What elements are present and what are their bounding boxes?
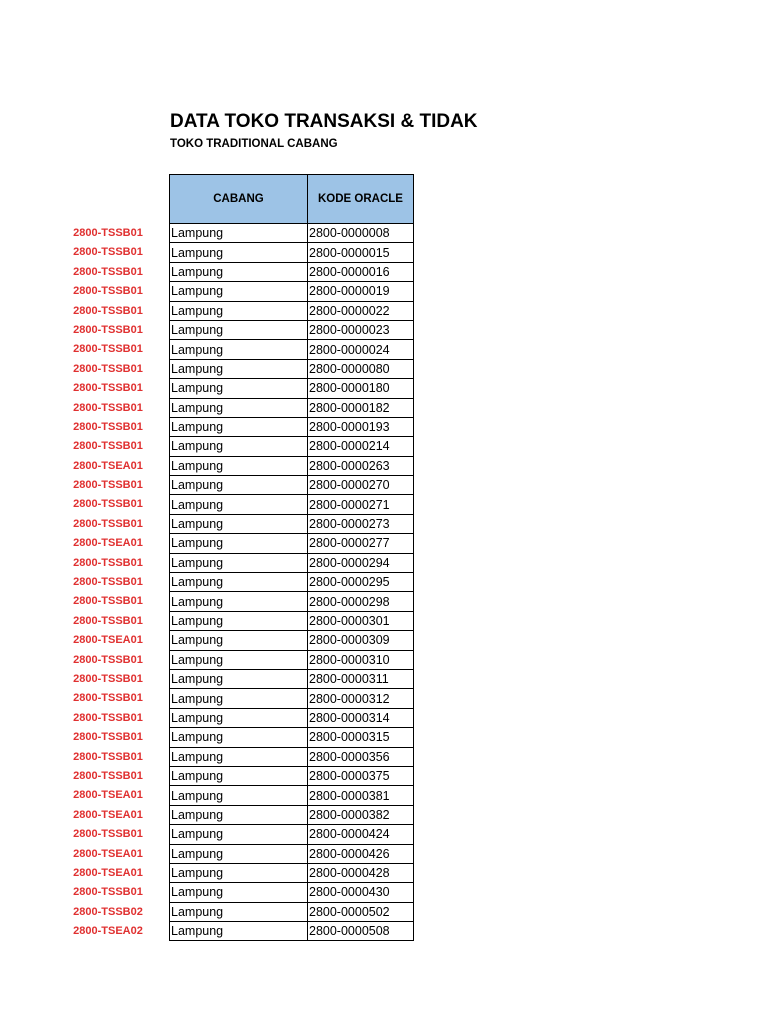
cell-cabang[interactable]: Lampung [170, 320, 308, 339]
sales-code: 2800-TSSB01 [73, 440, 143, 453]
sales-code: 2800-TSSB01 [73, 343, 143, 356]
sales-code: 2800-TSSB01 [73, 265, 143, 278]
cell-cabang[interactable]: Lampung [170, 650, 308, 669]
sheet-subtitle: TOKO TRADITIONAL CABANG [170, 138, 338, 150]
table-row [170, 825, 414, 844]
cell-kode-oracle[interactable]: 2800-0000080 [308, 359, 414, 378]
cell-kode-oracle[interactable]: 2800-0000182 [308, 398, 414, 417]
cell-kode-oracle[interactable]: 2800-0000019 [308, 282, 414, 301]
cell-kode-oracle[interactable]: 2800-0000294 [308, 553, 414, 572]
table-row [170, 514, 414, 533]
sales-code: 2800-TSEA02 [73, 925, 143, 938]
sales-code: 2800-TSSB01 [73, 886, 143, 899]
cell-kode-oracle[interactable]: 2800-0000310 [308, 650, 414, 669]
cell-kode-oracle[interactable]: 2800-0000430 [308, 883, 414, 902]
cell-cabang[interactable]: Lampung [170, 398, 308, 417]
sales-code: 2800-TSSB01 [73, 362, 143, 375]
sales-code: 2800-TSSB01 [73, 227, 143, 239]
cell-cabang[interactable]: Lampung [170, 262, 308, 281]
table-row [170, 262, 414, 281]
table-row [170, 573, 414, 592]
sales-code: 2800-TSSB01 [73, 576, 143, 589]
cell-kode-oracle[interactable]: 2800-0000508 [308, 922, 414, 941]
cell-cabang[interactable]: Lampung [170, 786, 308, 805]
cell-cabang[interactable]: Lampung [170, 514, 308, 533]
header-row [170, 175, 414, 224]
store-table [169, 174, 414, 941]
cell-kode-oracle[interactable]: 2800-0000277 [308, 534, 414, 553]
table-row [170, 243, 414, 262]
cell-kode-oracle[interactable]: 2800-0000180 [308, 379, 414, 398]
cell-kode-oracle[interactable]: 2800-0000502 [308, 902, 414, 921]
cell-kode-oracle[interactable]: 2800-0000381 [308, 786, 414, 805]
cell-cabang[interactable]: Lampung [170, 689, 308, 708]
sales-code: 2800-TSSB01 [73, 401, 143, 414]
cell-cabang[interactable]: Lampung [170, 534, 308, 553]
sales-code: 2800-TSSB01 [73, 498, 143, 511]
cell-cabang[interactable]: Lampung [170, 553, 308, 572]
table-row [170, 863, 414, 882]
table-row [170, 728, 414, 747]
sales-code: 2800-TSSB01 [73, 595, 143, 608]
sales-code: 2800-TSSB01 [73, 323, 143, 336]
table-row [170, 437, 414, 456]
cell-cabang[interactable]: Lampung [170, 301, 308, 320]
cell-cabang[interactable]: Lampung [170, 805, 308, 824]
cell-cabang[interactable]: Lampung [170, 825, 308, 844]
cell-cabang[interactable]: Lampung [170, 243, 308, 262]
cell-cabang[interactable]: Lampung [170, 883, 308, 902]
cell-kode-oracle[interactable]: 2800-0000298 [308, 592, 414, 611]
table-row [170, 456, 414, 475]
table-row [170, 669, 414, 688]
sales-code: 2800-TSSB01 [73, 769, 143, 782]
sales-code: 2800-TSEA01 [73, 537, 143, 550]
sales-code: 2800-TSSB01 [73, 711, 143, 724]
cell-cabang[interactable]: Lampung [170, 379, 308, 398]
table-row [170, 883, 414, 902]
table-row [170, 359, 414, 378]
cell-kode-oracle[interactable]: 2800-0000270 [308, 476, 414, 495]
sales-code: 2800-TSSB01 [73, 828, 143, 841]
cell-kode-oracle[interactable]: 2800-0000301 [308, 611, 414, 630]
table-row [170, 766, 414, 785]
cell-cabang[interactable]: Lampung [170, 922, 308, 941]
table-row [170, 340, 414, 359]
table-row [170, 398, 414, 417]
sales-code: 2800-TSSB01 [73, 614, 143, 627]
cell-kode-oracle[interactable]: 2800-0000008 [308, 224, 414, 243]
table-row [170, 689, 414, 708]
column-header-cabang[interactable]: CABANG [170, 175, 308, 224]
cell-kode-oracle[interactable]: 2800-0000311 [308, 669, 414, 688]
cell-kode-oracle[interactable]: 2800-0000263 [308, 456, 414, 475]
table-row [170, 592, 414, 611]
table-row [170, 553, 414, 572]
table-row [170, 747, 414, 766]
sales-code: 2800-TSSB01 [73, 304, 143, 317]
cell-kode-oracle[interactable]: 2800-0000375 [308, 766, 414, 785]
cell-cabang[interactable]: Lampung [170, 340, 308, 359]
cell-kode-oracle[interactable]: 2800-0000312 [308, 689, 414, 708]
table-row [170, 922, 414, 941]
table-row [170, 611, 414, 630]
cell-cabang[interactable]: Lampung [170, 592, 308, 611]
cell-cabang[interactable]: Lampung [170, 224, 308, 243]
table-row [170, 534, 414, 553]
sales-code: 2800-TSEA01 [73, 789, 143, 802]
sales-code: 2800-TSSB01 [73, 731, 143, 744]
sales-code: 2800-TSSB01 [73, 382, 143, 395]
cell-cabang[interactable]: Lampung [170, 631, 308, 650]
table-row [170, 417, 414, 436]
cell-cabang[interactable]: Lampung [170, 766, 308, 785]
column-header-kode-oracle[interactable]: KODE ORACLE [308, 175, 414, 224]
cell-cabang[interactable]: Lampung [170, 844, 308, 863]
sales-code: 2800-TSSB01 [73, 672, 143, 685]
cell-cabang[interactable]: Lampung [170, 863, 308, 882]
table-row [170, 495, 414, 514]
sales-code: 2800-TSSB01 [73, 750, 143, 763]
sheet-title: DATA TOKO TRANSAKSI & TIDAK [170, 111, 478, 132]
sales-code: 2800-TSEA01 [73, 866, 143, 879]
cell-cabang[interactable]: Lampung [170, 747, 308, 766]
cell-kode-oracle[interactable]: 2800-0000428 [308, 863, 414, 882]
table-row [170, 282, 414, 301]
table-row [170, 786, 414, 805]
sales-code: 2800-TSSB01 [73, 420, 143, 433]
cell-cabang[interactable]: Lampung [170, 728, 308, 747]
table-row [170, 476, 414, 495]
cell-cabang[interactable]: Lampung [170, 437, 308, 456]
table-row [170, 902, 414, 921]
table-row [170, 805, 414, 824]
cell-cabang[interactable]: Lampung [170, 669, 308, 688]
cell-kode-oracle[interactable]: 2800-0000295 [308, 573, 414, 592]
cell-kode-oracle[interactable]: 2800-0000016 [308, 262, 414, 281]
sales-code: 2800-TSSB02 [73, 905, 143, 918]
cell-cabang[interactable]: Lampung [170, 359, 308, 378]
sales-code-column [48, 224, 168, 941]
table-row [170, 844, 414, 863]
cell-kode-oracle[interactable]: 2800-0000022 [308, 301, 414, 320]
sales-code: 2800-TSSB01 [73, 479, 143, 492]
sales-code: 2800-TSSB01 [73, 556, 143, 569]
cell-cabang[interactable]: Lampung [170, 611, 308, 630]
sales-code: 2800-TSSB01 [73, 692, 143, 705]
sales-code: 2800-TSEA01 [73, 847, 143, 860]
cell-cabang[interactable]: Lampung [170, 495, 308, 514]
cell-cabang[interactable]: Lampung [170, 902, 308, 921]
table-row [170, 301, 414, 320]
cell-kode-oracle[interactable]: 2800-0000024 [308, 340, 414, 359]
table-row [170, 379, 414, 398]
table-row [170, 224, 414, 243]
cell-kode-oracle[interactable]: 2800-0000273 [308, 514, 414, 533]
table-row [170, 631, 414, 650]
cell-kode-oracle[interactable]: 2800-0000315 [308, 728, 414, 747]
cell-kode-oracle[interactable]: 2800-0000382 [308, 805, 414, 824]
cell-kode-oracle[interactable]: 2800-0000271 [308, 495, 414, 514]
cell-kode-oracle[interactable]: 2800-0000314 [308, 708, 414, 727]
cell-cabang[interactable]: Lampung [170, 708, 308, 727]
sales-code: 2800-TSSB01 [73, 246, 143, 259]
cell-cabang[interactable]: Lampung [170, 476, 308, 495]
cell-cabang[interactable]: Lampung [170, 573, 308, 592]
cell-kode-oracle[interactable]: 2800-0000214 [308, 437, 414, 456]
cell-kode-oracle[interactable]: 2800-0000015 [308, 243, 414, 262]
sales-code: 2800-TSSB01 [73, 517, 143, 530]
cell-cabang[interactable]: Lampung [170, 282, 308, 301]
cell-kode-oracle[interactable]: 2800-0000424 [308, 825, 414, 844]
cell-kode-oracle[interactable]: 2800-0000426 [308, 844, 414, 863]
sales-code: 2800-TSEA01 [73, 459, 143, 472]
cell-kode-oracle[interactable]: 2800-0000356 [308, 747, 414, 766]
cell-kode-oracle[interactable]: 2800-0000193 [308, 417, 414, 436]
table-row [170, 320, 414, 339]
sales-code: 2800-TSEA01 [73, 634, 143, 647]
cell-kode-oracle[interactable]: 2800-0000023 [308, 320, 414, 339]
sales-code: 2800-TSEA01 [73, 808, 143, 821]
table-row [170, 708, 414, 727]
cell-cabang[interactable]: Lampung [170, 456, 308, 475]
cell-cabang[interactable]: Lampung [170, 417, 308, 436]
sales-code: 2800-TSSB01 [73, 285, 143, 298]
table-row [170, 650, 414, 669]
cell-kode-oracle[interactable]: 2800-0000309 [308, 631, 414, 650]
sales-code: 2800-TSSB01 [73, 653, 143, 666]
